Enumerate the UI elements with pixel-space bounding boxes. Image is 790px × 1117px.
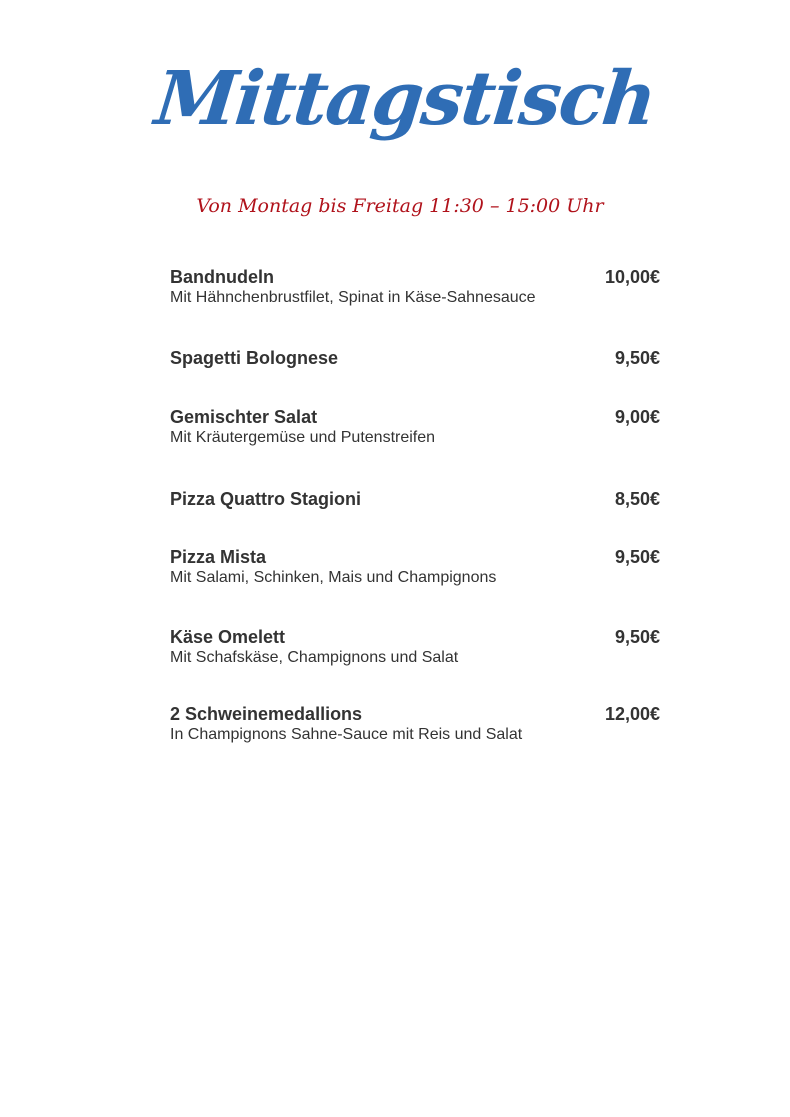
menu-item-description: Mit Kräutergemüse und Putenstreifen xyxy=(170,429,436,446)
menu-item xyxy=(170,406,660,448)
menu-item xyxy=(170,626,660,668)
menu-item-name: Käse Omelett xyxy=(170,627,286,647)
menu-item-price: 9,50€ xyxy=(614,627,660,647)
menu-item xyxy=(170,488,660,510)
menu-item xyxy=(170,347,660,369)
menu-item-description: Mit Hähnchenbrustfilet, Spinat in Käse-Sahnesauce xyxy=(170,289,536,306)
menu-item-name: Gemischter Salat xyxy=(170,407,318,427)
menu-item-name: 2 Schweinemedallions xyxy=(170,704,363,724)
menu-item-name: Pizza Mista xyxy=(170,547,267,567)
menu-item xyxy=(170,266,660,308)
menu-item-name: Spagetti Bolognese xyxy=(170,348,339,368)
menu-item xyxy=(170,703,660,745)
menu-item xyxy=(170,546,660,588)
menu-item-price: 10,00€ xyxy=(604,267,660,287)
menu-item-name: Bandnudeln xyxy=(170,267,274,287)
menu-item-description: Mit Schafskäse, Champignons und Salat xyxy=(170,649,459,666)
menu-item-price: 8,50€ xyxy=(614,489,660,509)
menu-item-name: Pizza Quattro Stagioni xyxy=(170,489,362,509)
opening-hours: Von Montag bis Freitag 11:30 – 15:00 Uhr xyxy=(196,195,604,217)
menu-item-description: In Champignons Sahne-Sauce mit Reis und Salat xyxy=(170,726,523,743)
menu-item-price: 9,50€ xyxy=(614,547,660,567)
page-title: Mittagstisch xyxy=(151,56,659,142)
menu-item-description: Mit Salami, Schinken, Mais und Champignons xyxy=(170,569,497,586)
menu-item-price: 9,00€ xyxy=(614,407,660,427)
menu-item-price: 9,50€ xyxy=(614,348,660,368)
menu-item-price: 12,00€ xyxy=(604,704,660,724)
